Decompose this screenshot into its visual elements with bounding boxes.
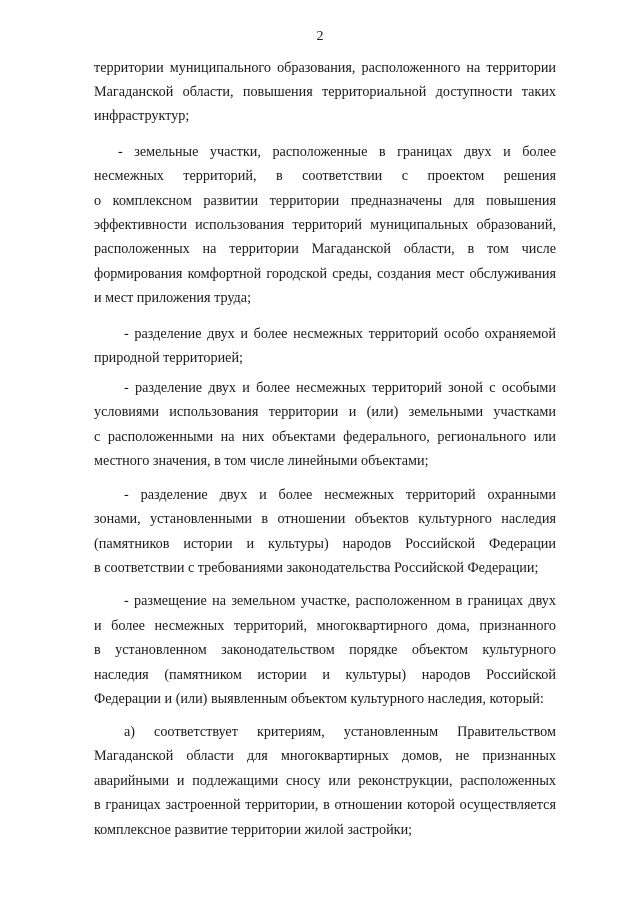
text-line: - размещение на земельном участке, расположенном в границах двух [124,593,556,609]
text-line: условиями использования территории и (или) земельными участками [94,404,556,420]
text-line: - разделение двух и более несмежных территорий зоной с особыми [124,380,556,396]
text-line: в соответствии с требованиями законодательства Российской Федерации; [94,560,539,576]
text-line: местного значения, в том числе линейными объектами; [94,453,429,469]
text-line: инфраструктур; [94,108,190,124]
text-line: эффективности использования территорий муниципальных образований, [94,217,556,233]
text-line: наследия (памятником истории и культуры) народов Российской [94,667,556,683]
text-line: а) соответствует критериям, установленным Правительством [124,724,556,740]
text-line: с расположенными на них объектами федерального, регионального или [94,429,556,445]
text-line: Федерации и (или) выявленным объектом культурного наследия, который: [94,691,544,707]
text-line: Магаданской области, повышения территориальной доступности таких [94,84,556,100]
text-line: и более несмежных территорий, многоквартирного дома, признанного [94,618,556,634]
text-line: зонами, установленными в отношении объектов культурного наследия [94,511,556,527]
text-line: в границах застроенной территории, в отношении которой осуществляется [94,797,556,813]
page-number: 2 [316,29,324,44]
text-line: (памятников истории и культуры) народов Российской Федерации [94,536,556,552]
text-line: - земельные участки, расположенные в границах двух и более [118,144,556,160]
text-line: комплексное развитие территории жилой застройки; [94,822,413,838]
text-line: формирования комфортной городской среды, создания мест обслуживания [94,266,556,282]
text-line: несмежных территорий, в соответствии с проектом решения [94,168,556,184]
text-line: Магаданской области для многоквартирных домов, не признанных [94,748,556,764]
text-line: расположенных на территории Магаданской области, в том числе [94,241,556,257]
text-line: природной территорией; [94,350,244,366]
text-line: - разделение двух и более несмежных территорий охранными [124,487,556,503]
text-line: в установленном законодательством порядке объектом культурного [94,642,556,658]
text-line: - разделение двух и более несмежных территорий особо охраняемой [124,326,556,342]
text-line: и мест приложения труда; [94,290,252,306]
text-line: аварийными и подлежащими сносу или реконструкции, расположенных [94,773,556,789]
text-line: территории муниципального образования, расположенного на территории [94,60,556,76]
text-line: о комплексном развитии территории предназначены для повышения [94,193,556,209]
